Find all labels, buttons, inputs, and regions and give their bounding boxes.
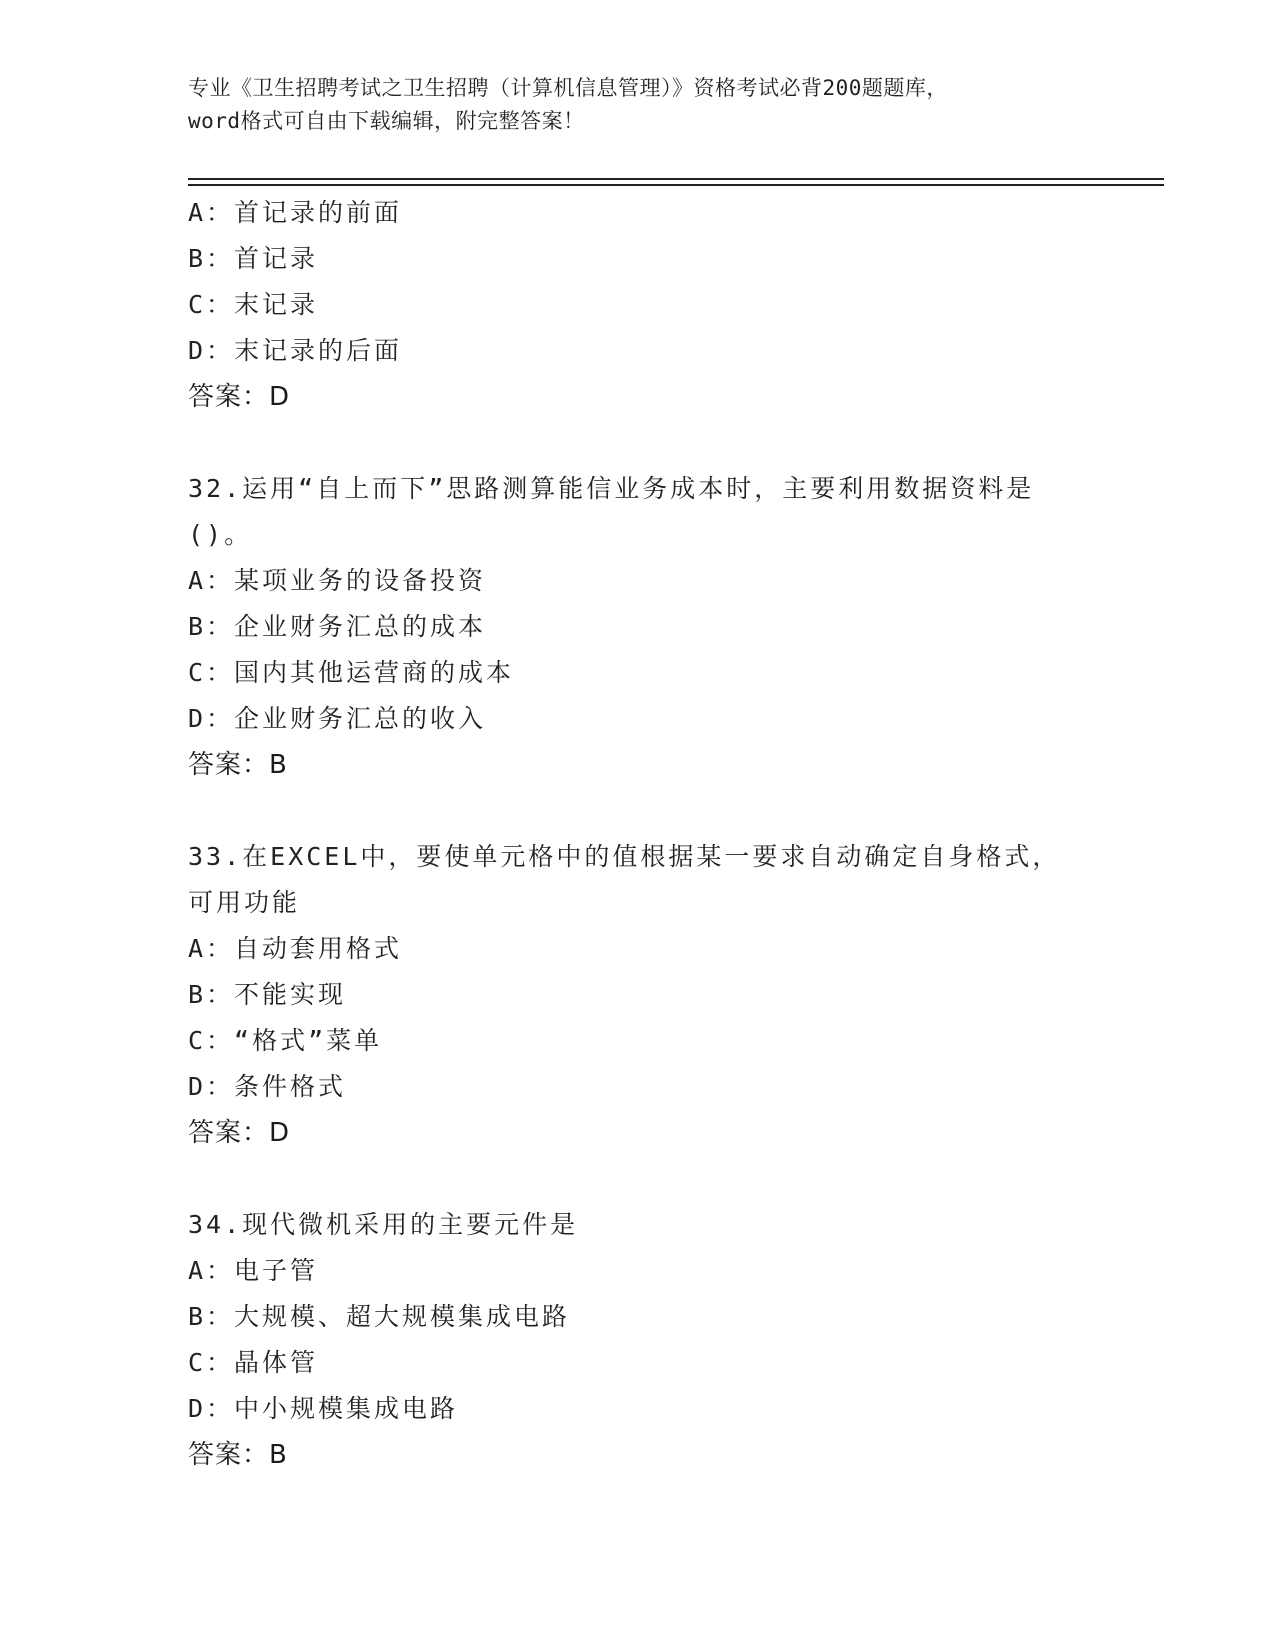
question-stem-line: 32.运用“自上而下”思路测算能信业务成本时，主要利用数据资料是 [188,474,1035,503]
header-title-line-1: 专业《卫生招聘考试之卫生招聘（计算机信息管理）》资格考试必背200题题库， [188,76,948,100]
question-stem-line: ()。 [188,520,253,549]
option-a: A：某项业务的设备投资 [188,566,487,595]
answer-line: 答案：D [188,382,291,412]
header-divider-top [188,178,1164,180]
option-a: A：自动套用格式 [188,934,403,963]
option-c: C：末记录 [188,290,319,319]
question-stem-line: 33.在EXCEL中，要使单元格中的值根据某一要求自动确定自身格式， [188,842,1061,871]
option-a: A：电子管 [188,1256,319,1285]
question-block [188,1202,1088,1478]
option-d: D：末记录的后面 [188,336,403,365]
option-b: B：首记录 [188,244,319,273]
option-b: B：企业财务汇总的成本 [188,612,487,641]
option-c: C：晶体管 [188,1348,319,1377]
option-d: D：中小规模集成电路 [188,1394,459,1423]
option-d: D：企业财务汇总的收入 [188,704,487,733]
question-stem-line: 34.现代微机采用的主要元件是 [188,1210,579,1239]
question-block [188,466,1088,788]
spacer [188,1156,1088,1202]
header-divider-bottom [188,184,1164,186]
question-block [188,834,1088,1156]
option-d: D：条件格式 [188,1072,347,1101]
option-c: C：国内其他运营商的成本 [188,658,515,687]
document-header [188,72,1088,138]
header-title-line-2: word格式可自由下载编辑，附完整答案！ [188,109,585,133]
option-b: B：大规模、超大规模集成电路 [188,1302,571,1331]
answer-line: 答案：B [188,750,288,780]
spacer [188,420,1088,466]
question-stem-line: 可用功能 [188,888,301,917]
answer-line: 答案：B [188,1440,288,1470]
spacer [188,788,1088,834]
option-a: A：首记录的前面 [188,198,403,227]
option-c: C：“格式”菜单 [188,1026,383,1055]
answer-line: 答案：D [188,1118,291,1148]
option-b: B：不能实现 [188,980,347,1009]
question-list [188,190,1088,1478]
question-block [188,190,1088,420]
